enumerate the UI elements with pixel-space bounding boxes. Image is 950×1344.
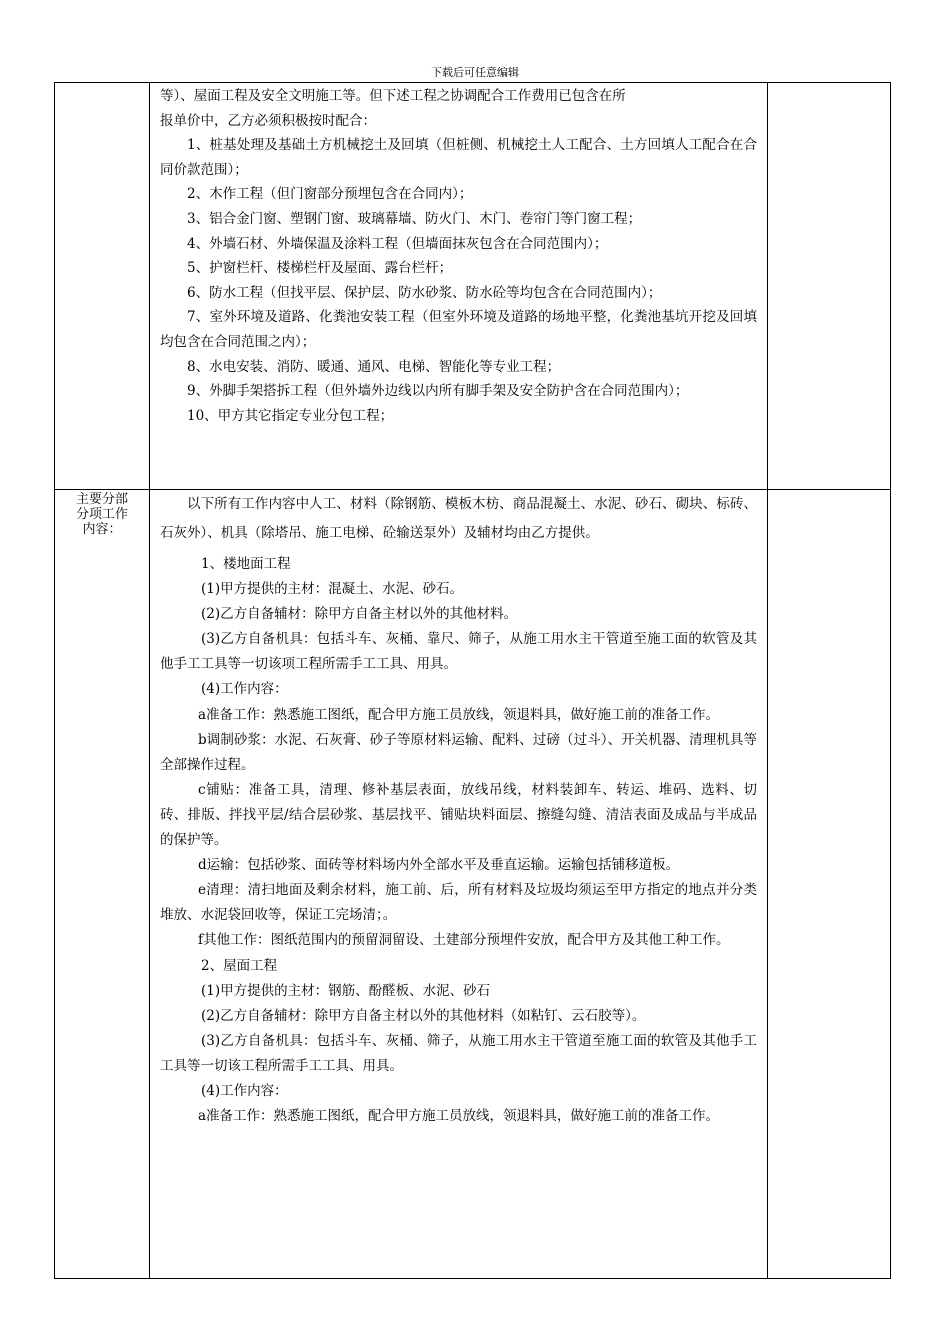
contract-table [54,82,891,1279]
list-item: 2、木作工程（但门窗部分预埋包含在合同内）； [187,186,473,203]
floor-main-materials: (1)甲方提供的主材：混凝土、水泥、砂石。 [201,581,464,598]
floor-aux-materials: (2)乙方自备辅材：除甲方自备主材以外的其他材料。 [201,606,518,623]
coordination-content [150,83,767,428]
list-item: 4、外墙石材、外墙保温及涂料工程（但墙面抹灰包含在合同范围内）； [187,235,608,252]
list-item: 7、室外环境及道路、化粪池安装工程（但室外环境及道路的场地平整，化粪池基坑开挖及回填均包含在合同范围之内）； [160,309,757,350]
list-item: 1、桩基处理及基础土方机械挖土及回填（但桩侧、机械挖土人工配合、土方回填人工配合在合同价款范围）； [160,137,757,178]
list-item: 5、护窗栏杆、楼梯栏杆及屋面、露台栏杆； [187,260,453,277]
work-content [150,490,767,1129]
content-cell [150,490,768,1279]
row-label-cell [55,83,150,490]
intro-line: 等）、屋面工程及安全文明施工等。但下述工程之协调配合工作费用已包含在所 [160,88,626,104]
floor-tools: (3)乙方自备机具：包括斗车、灰桶、靠尺、筛子，从施工用水主干管道至施工面的软管及其他手工工具等一切该项工程所需手工工具、用具。 [160,631,757,673]
floor-step-f: f其他工作：图纸范围内的预留洞留设、土建部分预埋件安放，配合甲方及其他工种工作。 [198,932,730,949]
floor-step-d: d运输：包括砂浆、面砖等材料场内外全部水平及垂直运输。运输包括铺移道板。 [198,857,680,874]
list-item: 9、外脚手架搭拆工程（但外墙外边线以内所有脚手架及安全防护含在合同范围内）； [187,383,689,400]
floor-step-a: a准备工作：熟悉施工图纸，配合甲方施工员放线，领退料具，做好施工前的准备工作。 [198,706,720,723]
row-label-line: 内容： [82,522,122,537]
intro-line: 报单价中，乙方必须积极按时配合： [160,112,376,129]
floor-step-e: e清理：清扫地面及剩余材料，施工前、后，所有材料及垃圾均须运至甲方指定的地点并分类堆放、水泥袋回收等，保证工完场清；。 [160,882,757,924]
roof-title: 2、屋面工程 [201,957,278,974]
roof-tools: (3)乙方自备机具：包括斗车、灰桶、筛子，从施工用水主干管道至施工面的软管及其他手工工具等一切该工程所需手工工具、用具。 [160,1032,757,1074]
floor-step-c: c铺贴：准备工具，清理、修补基层表面，放线吊线，材料装卸车、转运、堆码、选料、切砖、排版、拌找平层/结合层砂浆、基层找平、铺贴块料面层、擦缝勾缝、清洁表面及成品与半成品的保护等。 [160,781,757,849]
header-note: 下载后可任意编辑 [431,66,519,79]
list-item: 6、防水工程（但找平层、保护层、防水砂浆、防水砼等均包含在合同范围内）； [187,284,662,301]
table-row [55,490,891,1279]
remarks-cell [768,83,891,490]
list-item: 3、铝合金门窗、塑钢门窗、玻璃幕墙、防火门、木门、卷帘门等门窗工程； [187,210,642,227]
row-label-cell [55,490,150,1279]
row-label-line: 主要分部 [75,492,128,507]
content-cell [150,83,768,490]
list-item: 10、甲方其它指定专业分包工程； [187,407,394,424]
roof-main-materials: (1)甲方提供的主材：钢筋、酚醛板、水泥、砂石 [201,982,491,999]
floor-step-b: b调制砂浆：水泥、石灰膏、砂子等原材料运输、配料、过磅（过斗）、开关机器、清理机具等全部操作过程。 [160,731,757,773]
floor-work-content-title: (4)工作内容： [201,681,288,698]
table-row [55,83,891,490]
roof-step-a: a准备工作：熟悉施工图纸，配合甲方施工员放线，领退料具，做好施工前的准备工作。 [198,1108,720,1125]
row-label [55,83,149,85]
list-item: 8、水电安装、消防、暖通、通风、电梯、智能化等专业工程； [187,358,561,375]
work-intro: 以下所有工作内容中人工、材料（除钢筋、模板木枋、商品混凝土、水泥、砂石、砌块、标砖、石灰外）、机具（除塔吊、施工电梯、砼输送泵外）及辅材均由乙方提供。 [160,496,757,541]
roof-work-content-title: (4)工作内容： [201,1082,288,1099]
floor-title: 1、楼地面工程 [201,556,291,572]
remarks-cell [768,490,891,1279]
row-label-line: 分项工作 [75,507,128,522]
roof-aux-materials: (2)乙方自备辅材：除甲方自备主材以外的其他材料（如粘钉、云石胶等）。 [201,1007,646,1024]
row-label [55,490,149,537]
